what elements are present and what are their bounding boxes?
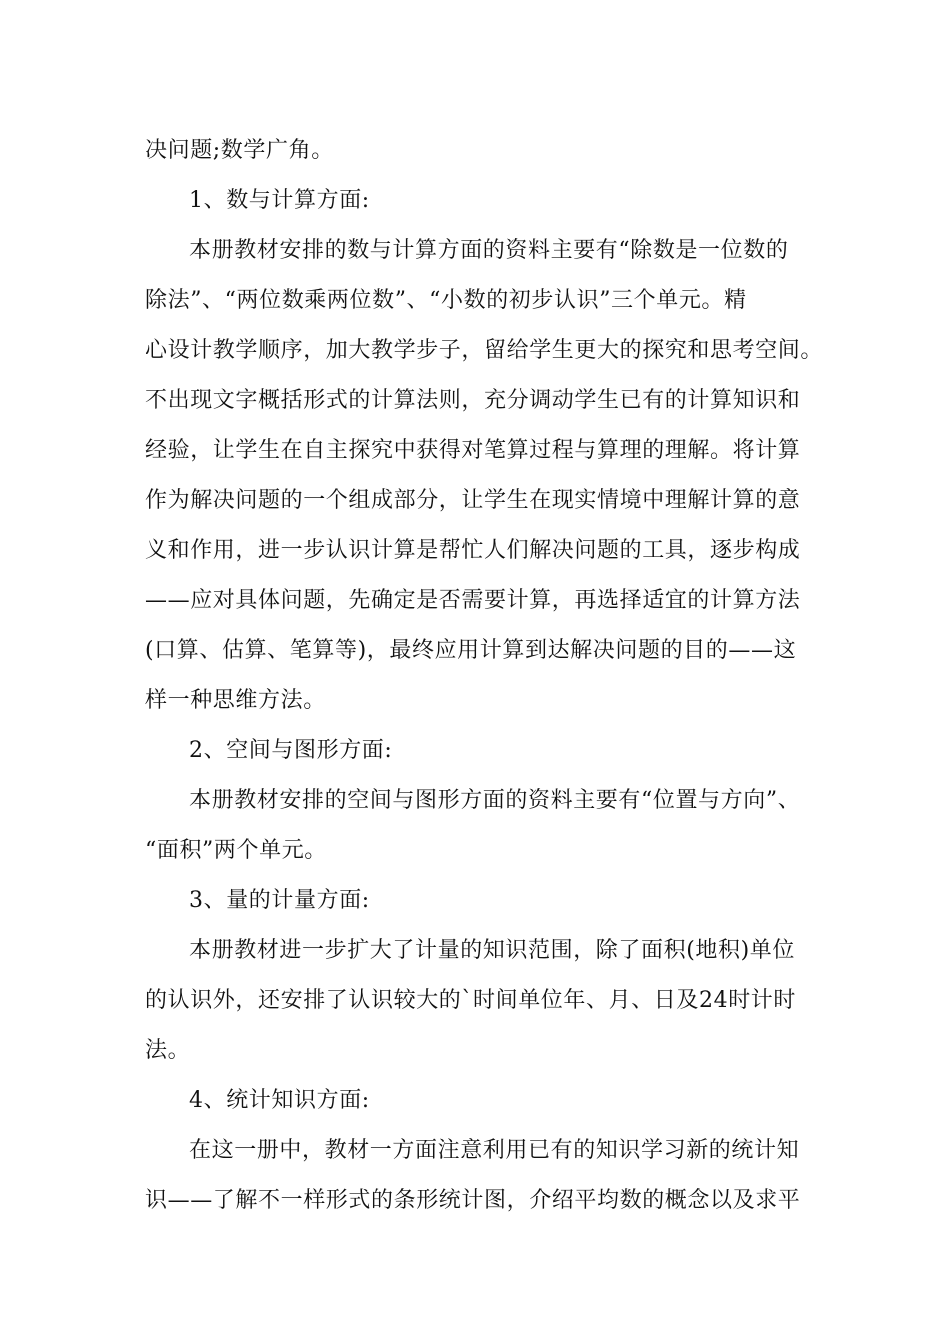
text-line: 法。 — [145, 1038, 191, 1063]
section-heading-statistics: 4、统计知识方面: — [189, 1088, 370, 1113]
text-line: 本册教材进一步扩大了计量的知识范围，除了面积(地积)单位 — [189, 938, 795, 963]
text-line: 识——了解不一样形式的条形统计图，介绍平均数的概念以及求平 — [145, 1188, 801, 1213]
text-line: (口算、估算、笔算等)，最终应用计算到达解决问题的目的——这 — [145, 638, 797, 663]
section-heading-space-shape: 2、空间与图形方面: — [189, 738, 393, 763]
section-heading-measurement: 3、量的计量方面: — [189, 888, 370, 913]
text-line: 义和作用，进一步认识计算是帮忙人们解决问题的工具，逐步构成 — [145, 538, 801, 563]
text-line: 的认识外，还安排了认识较大的`时间单位年、月、日及24时计时 — [145, 988, 796, 1013]
text-line: 本册教材安排的数与计算方面的资料主要有“除数是一位数的 — [189, 238, 789, 263]
text-line: 经验，让学生在自主探究中获得对笔算过程与算理的理解。将计算 — [145, 438, 801, 463]
text-line: “面积”两个单元。 — [145, 838, 327, 863]
text-line: ——应对具体问题，先确定是否需要计算，再选择适宜的计算方法 — [145, 588, 801, 613]
text-line: 在这一册中，教材一方面注意利用已有的知识学习新的统计知 — [189, 1138, 800, 1163]
text-line: 除法”、“两位数乘两位数”、“小数的初步认识”三个单元。精 — [145, 288, 747, 313]
text-line: 本册教材安排的空间与图形方面的资料主要有“位置与方向”、 — [189, 788, 801, 813]
text-line: 不出现文字概括形式的计算法则，充分调动学生已有的计算知识和 — [145, 388, 801, 413]
text-line: 样一种思维方法。 — [145, 688, 326, 713]
text-line: 作为解决问题的一个组成部分，让学生在现实情境中理解计算的意 — [145, 488, 801, 513]
section-heading-number-calculation: 1、数与计算方面: — [189, 188, 370, 213]
text-line: 决问题;数学广角。 — [145, 138, 334, 163]
text-line: 心设计教学顺序，加大教学步子，留给学生更大的探究和思考空间。 — [145, 338, 824, 363]
